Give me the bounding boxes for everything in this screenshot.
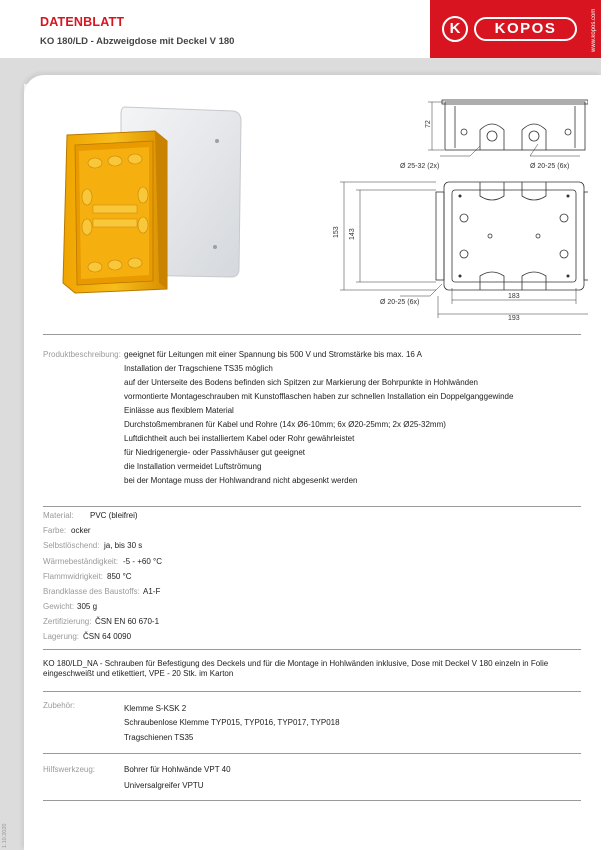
divider (43, 506, 581, 507)
description-line: Durchstoßmembranen für Kabel und Rohre (14x Ø6-10mm; 6x Ø20-25mm; 2x Ø25-32mm) (124, 420, 446, 429)
description-line: die Installation vermeidet Luftströmung (124, 462, 262, 471)
storage-value: ČSN 64 0090 (83, 632, 132, 641)
divider (43, 334, 581, 335)
description-line: Luftdichtheit auch bei installiertem Kabel oder Rohr gewährleistet (124, 434, 355, 443)
accessory-item: Klemme S-KSK 2 (124, 704, 187, 713)
kopos-logo (430, 0, 601, 58)
self-extinguishing-label: Selbstlöschend: (43, 541, 100, 550)
divider (43, 691, 581, 692)
description-line: bei der Montage muss der Hohlwandrand nicht abgesenkt werden (124, 476, 358, 485)
color-label: Farbe: (43, 526, 67, 535)
side-view-outline (445, 102, 585, 150)
description-first-line: geeignet für Leitungen mit einer Spannung bis 500 V und Stromstärke bis max. 16 A (124, 350, 422, 359)
heat-resistance-value: -5 - +60 °C (123, 557, 162, 566)
description-line: vormontierte Montageschrauben mit Kunstofflaschen haben zur schnellen Installation ein Doppelganggewinde (124, 392, 514, 401)
logo-url: www.kopos.com (591, 8, 597, 52)
accessories-label: Zubehör: (43, 701, 76, 710)
logo-wordmark: KOPOS (474, 17, 577, 41)
fire-class-value: A1-F (143, 587, 161, 596)
tool-item: Bohrer für Hohlwände VPT 40 (124, 765, 231, 774)
weight-value: 305 g (77, 602, 98, 611)
tools-label: Hilfswerkzeug: (43, 765, 96, 774)
accessory-item: Tragschienen TS35 (124, 733, 194, 742)
packaging-note: KO 180/LD_NA - Schrauben für Befestigung des Deckels und für die Montage in Hohlwänden inklusive, Dose mit Deckel V 180 einzeln in Folie eingeschweißt und etikettiert, VPE - 20 Stk. im Karton (43, 659, 549, 678)
dim-143: 143 (349, 228, 356, 240)
storage-label: Lagerung: (43, 632, 80, 641)
dim-72: 72 (425, 120, 432, 128)
product-photo (55, 97, 255, 302)
document-subtitle: KO 180/LD - Abzweigdose mit Deckel V 180 (40, 36, 235, 47)
logo-k-emblem: K (442, 16, 468, 42)
material-value: PVC (bleifrei) (90, 511, 138, 520)
certification-label: Zertifizierung: (43, 617, 92, 626)
description-label: Produktbeschreibung: (43, 350, 121, 359)
divider (43, 753, 581, 754)
label-d2532: Ø 25-32 (2x) (400, 163, 440, 170)
description-line: Installation der Tragschiene TS35 möglich (124, 364, 273, 373)
description-line: Einlässe aus flexiblem Material (124, 406, 234, 415)
accessory-item: Schraubenlose Klemme TYP015, TYP016, TYP017, TYP018 (124, 718, 340, 727)
flammability-label: Flammwidrigkeit: (43, 572, 104, 581)
self-extinguishing-value: ja, bis 30 s (104, 541, 143, 550)
fire-class-label: Brandklasse des Baustoffs: (43, 587, 140, 596)
material-label: Material: (43, 511, 74, 520)
description-line: für Niedrigenergie- oder Passivhäuser gut geeignet (124, 448, 305, 457)
document-title: DATENBLATT (40, 15, 125, 29)
description-line: auf der Unterseite des Bodens befinden sich Spitzen zur Markierung der Bohrpunkte in Hohlwänden (124, 378, 478, 387)
label-d2025-bottom: Ø 20-25 (6x) (380, 299, 420, 306)
divider (43, 649, 581, 650)
dim-153: 153 (333, 226, 340, 238)
dim-183: 183 (508, 293, 520, 300)
tool-item: Universalgreifer VPTU (124, 781, 204, 790)
certification-value: ČSN EN 60 670-1 (95, 617, 160, 626)
dim-193: 193 (508, 315, 520, 322)
side-strip (0, 84, 24, 850)
flammability-value: 850 °C (107, 572, 132, 581)
heat-resistance-label: Wärmebeständigkeit: (43, 557, 119, 566)
technical-drawing (330, 92, 588, 322)
side-date: 1.10.2020 (2, 823, 8, 848)
divider (43, 800, 581, 801)
header (0, 0, 601, 58)
color-value: ocker (71, 526, 91, 535)
label-d2025-top: Ø 20-25 (6x) (530, 163, 570, 170)
weight-label: Gewicht: (43, 602, 75, 611)
top-view-outline (444, 182, 584, 290)
